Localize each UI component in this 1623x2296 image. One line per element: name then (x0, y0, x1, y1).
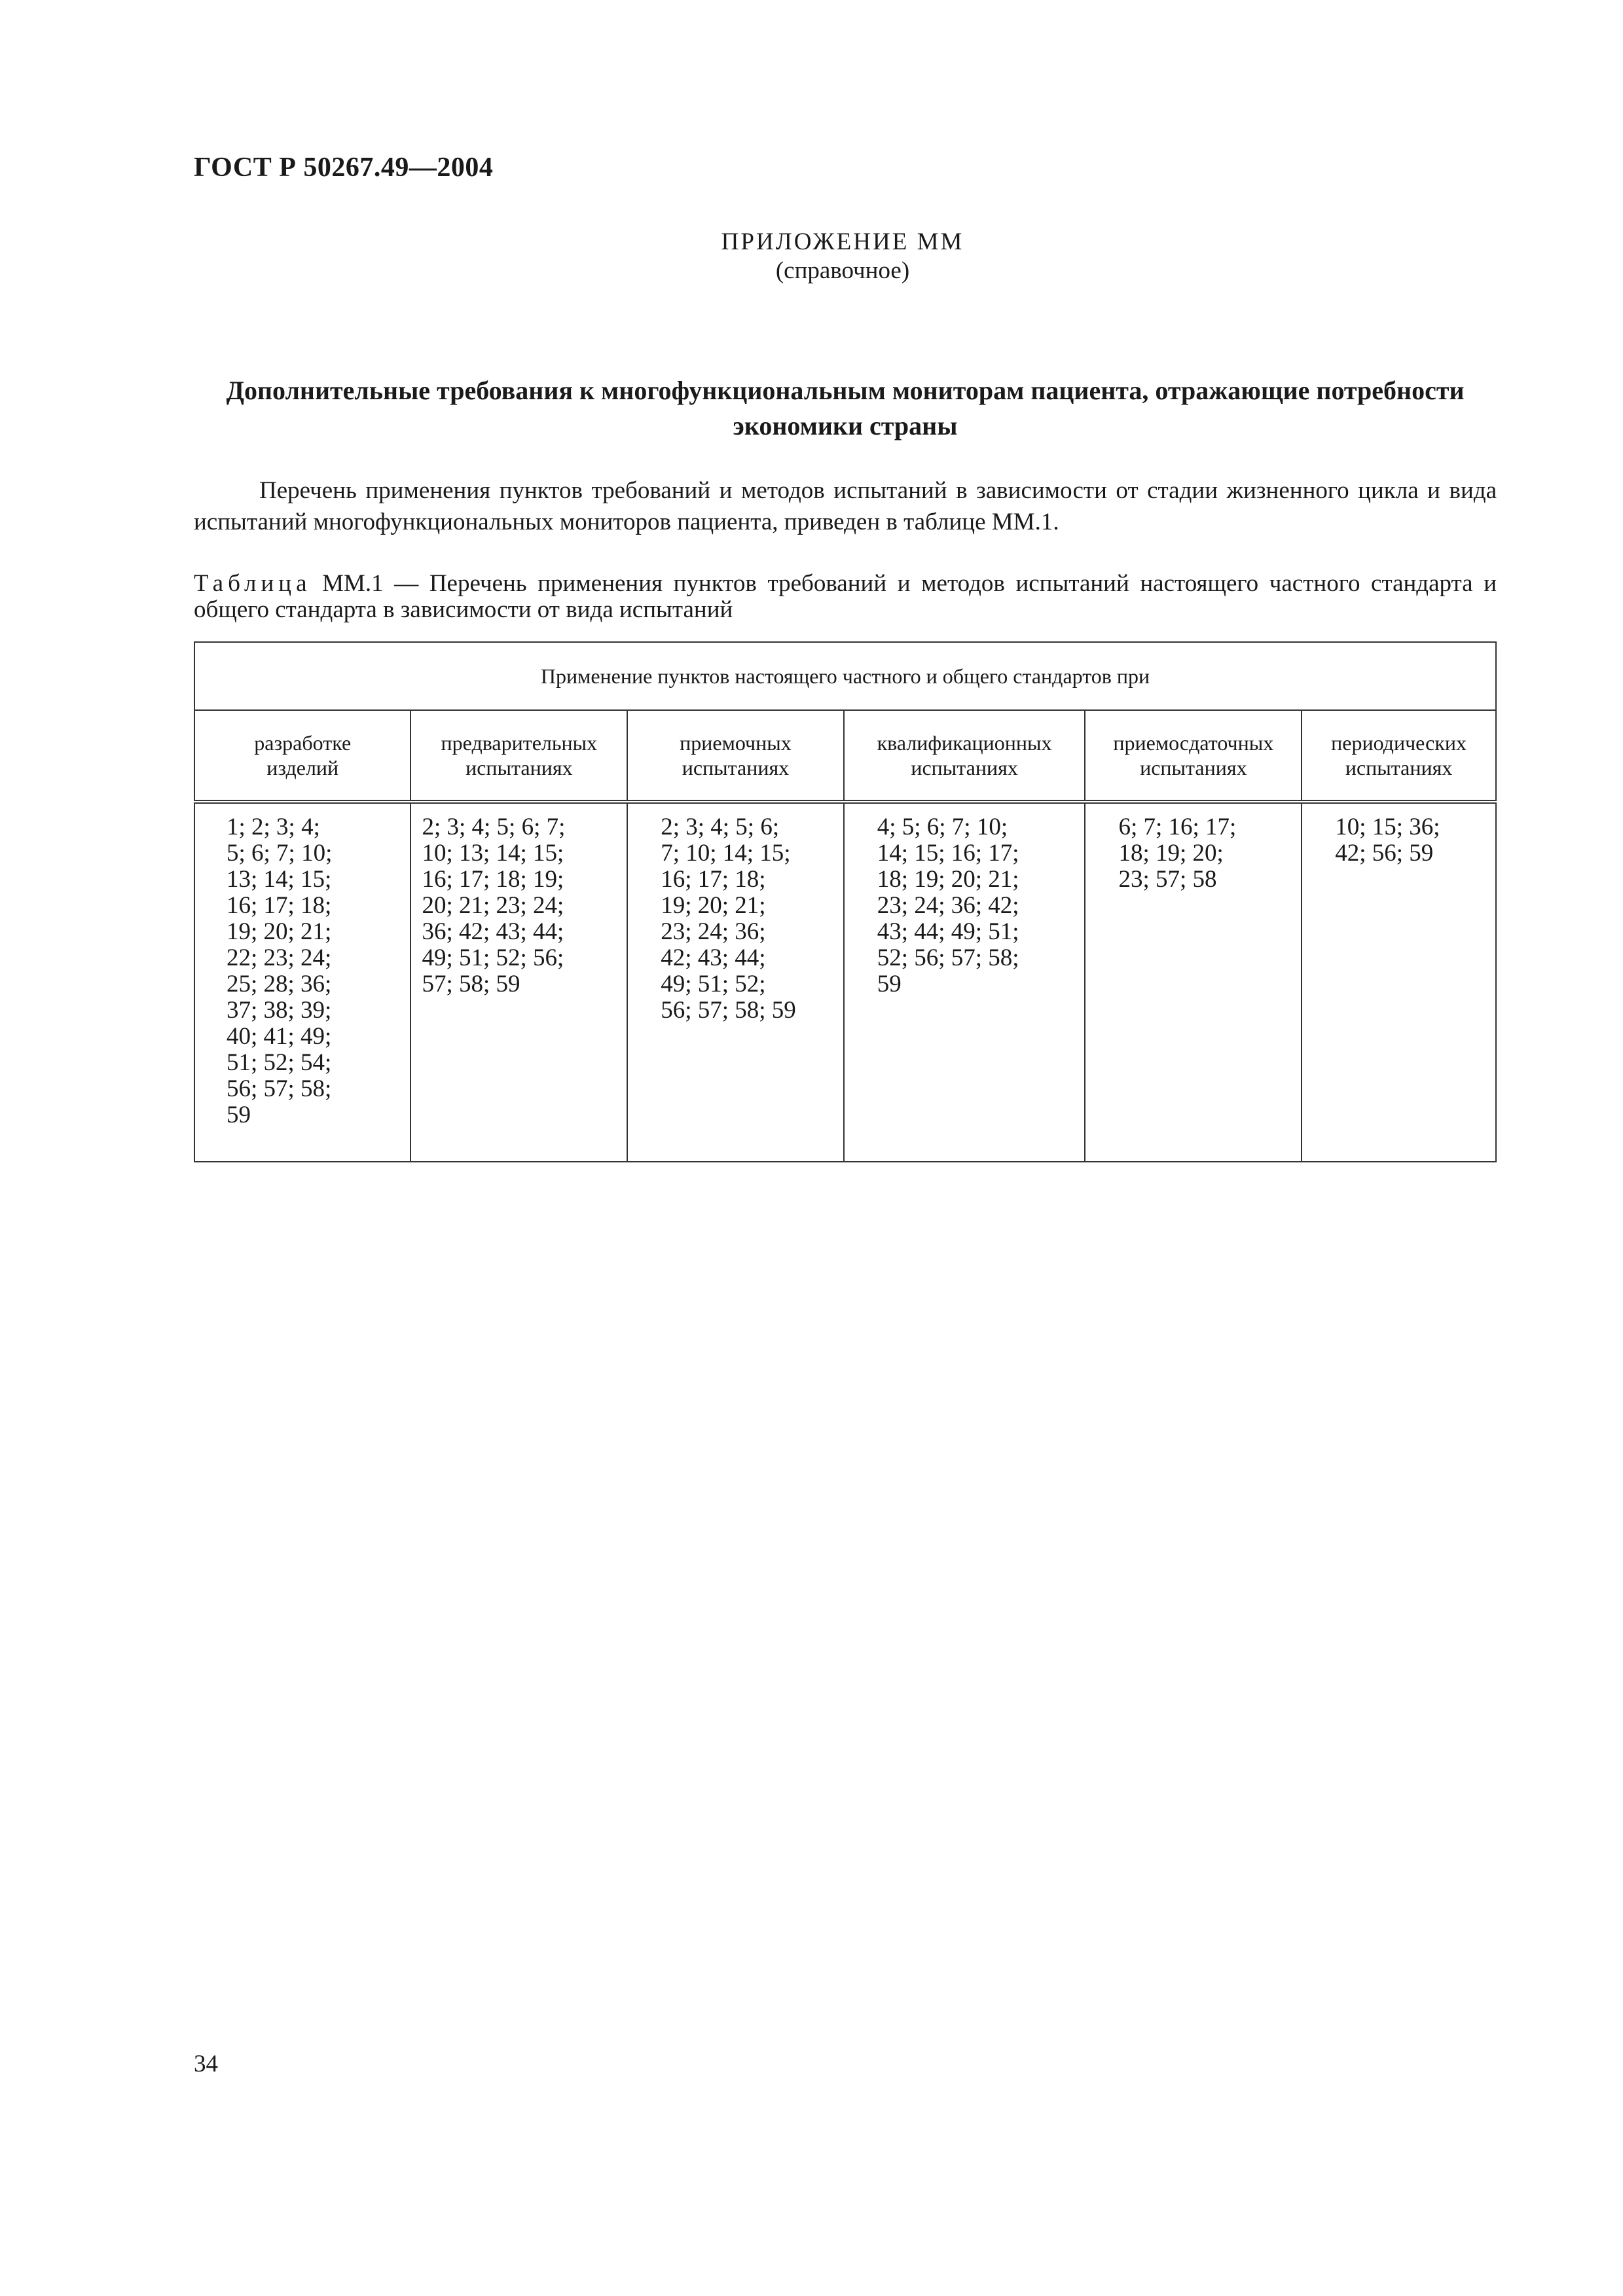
table-cell (1085, 802, 1302, 1162)
cell-line: 23; 24; 36; 42; (877, 892, 1019, 919)
cell-line: 42; 56; 59 (1335, 840, 1434, 867)
cell-line: 16; 17; 18; (227, 892, 332, 919)
cell-line: 36; 42; 43; 44; (422, 918, 564, 945)
cell-line: 19; 20; 21; (661, 892, 766, 919)
cell-line: 20; 21; 23; 24; (422, 892, 564, 919)
column-header-line: испытаниях (465, 756, 573, 780)
column-header-line: квалификационных (877, 731, 1052, 755)
table-row (194, 802, 1496, 1162)
cell-line: 40; 41; 49; (227, 1023, 332, 1050)
column-header (1085, 710, 1302, 802)
column-header-line: испытаниях (682, 756, 790, 780)
column-header-line: разработке (254, 731, 352, 755)
cell-line: 2; 3; 4; 5; 6; (661, 814, 780, 840)
cell-line: 57; 58; 59 (422, 971, 520, 997)
cell-line: 19; 20; 21; (227, 918, 332, 945)
cell-line: 43; 44; 49; 51; (877, 918, 1019, 945)
cell-line: 22; 23; 24; (227, 944, 332, 971)
cell-line: 18; 19; 20; (1118, 840, 1224, 867)
table-span-header: Применение пунктов настоящего частного и общего стандартов при (194, 642, 1496, 710)
cell-line: 1; 2; 3; 4; (227, 814, 320, 840)
column-header-line: изделий (266, 756, 339, 780)
cell-line: 4; 5; 6; 7; 10; (877, 814, 1008, 840)
cell-line: 16; 17; 18; (661, 866, 766, 893)
page-number: 34 (194, 2051, 218, 2077)
cell-line: 42; 43; 44; (661, 944, 766, 971)
column-header-line: периодических (1331, 731, 1467, 755)
column-header-line: приемочных (680, 731, 792, 755)
column-header-line: испытаниях (1345, 756, 1453, 780)
column-header (1302, 710, 1496, 802)
cell-line: 18; 19; 20; 21; (877, 866, 1019, 893)
requirements-table (194, 641, 1497, 1162)
table-span-header-row (194, 642, 1496, 710)
table-cell (1302, 802, 1496, 1162)
cell-line: 23; 57; 58 (1118, 866, 1217, 893)
table-caption-prefix: Таблица (194, 570, 312, 597)
table-caption-text: ММ.1 — Перечень применения пунктов требований и методов испытаний настоящего частного стандарта и общего стандарта в зависимости от вида испытаний (194, 570, 1497, 623)
cell-line: 13; 14; 15; (227, 866, 332, 893)
table-column-header-row (194, 710, 1496, 802)
cell-line: 37; 38; 39; (227, 997, 332, 1024)
cell-line: 10; 15; 36; (1335, 814, 1440, 840)
cell-line: 7; 10; 14; 15; (661, 840, 791, 867)
cell-line: 2; 3; 4; 5; 6; 7; (422, 814, 566, 840)
column-header (410, 710, 627, 802)
cell-line: 14; 15; 16; 17; (877, 840, 1019, 867)
cell-line: 10; 13; 14; 15; (422, 840, 564, 867)
table-cell (410, 802, 627, 1162)
annex-subtitle: (справочное) (775, 257, 910, 284)
column-header-line: испытаниях (1140, 756, 1247, 780)
column-header-line: испытаниях (911, 756, 1018, 780)
cell-line: 49; 51; 52; (661, 971, 766, 997)
column-header-line: приемосдаточных (1113, 731, 1274, 755)
table-caption (194, 571, 1497, 623)
intro-paragraph: Перечень применения пунктов требований и методов испытаний в зависимости от стадии жизненного цикла и вида испытаний многофункциональных мониторов пациента, приведен в таблице ММ.1. (194, 477, 1497, 535)
table-cell (844, 802, 1085, 1162)
cell-line: 6; 7; 16; 17; (1118, 814, 1237, 840)
cell-line: 56; 57; 58; 59 (661, 997, 796, 1024)
section-heading: Дополнительные требования к многофункциональным мониторам пациента, отражающие потребности экономики страны (226, 376, 1465, 440)
column-header (844, 710, 1085, 802)
cell-line: 59 (877, 971, 902, 997)
cell-line: 49; 51; 52; 56; (422, 944, 564, 971)
cell-line: 51; 52; 54; (227, 1049, 332, 1076)
cell-line: 25; 28; 36; (227, 971, 332, 997)
cell-line: 52; 56; 57; 58; (877, 944, 1019, 971)
annex-title: ПРИЛОЖЕНИЕ ММ (721, 228, 964, 255)
column-header (627, 710, 844, 802)
table-cell (627, 802, 844, 1162)
column-header (194, 710, 410, 802)
document-code: ГОСТ Р 50267.49—2004 (194, 152, 494, 183)
table-cell (194, 802, 410, 1162)
cell-line: 23; 24; 36; (661, 918, 766, 945)
column-header-line: предварительных (441, 731, 598, 755)
cell-line: 56; 57; 58; (227, 1075, 332, 1102)
cell-line: 16; 17; 18; 19; (422, 866, 564, 893)
cell-line: 5; 6; 7; 10; (227, 840, 333, 867)
cell-line: 59 (227, 1102, 251, 1128)
